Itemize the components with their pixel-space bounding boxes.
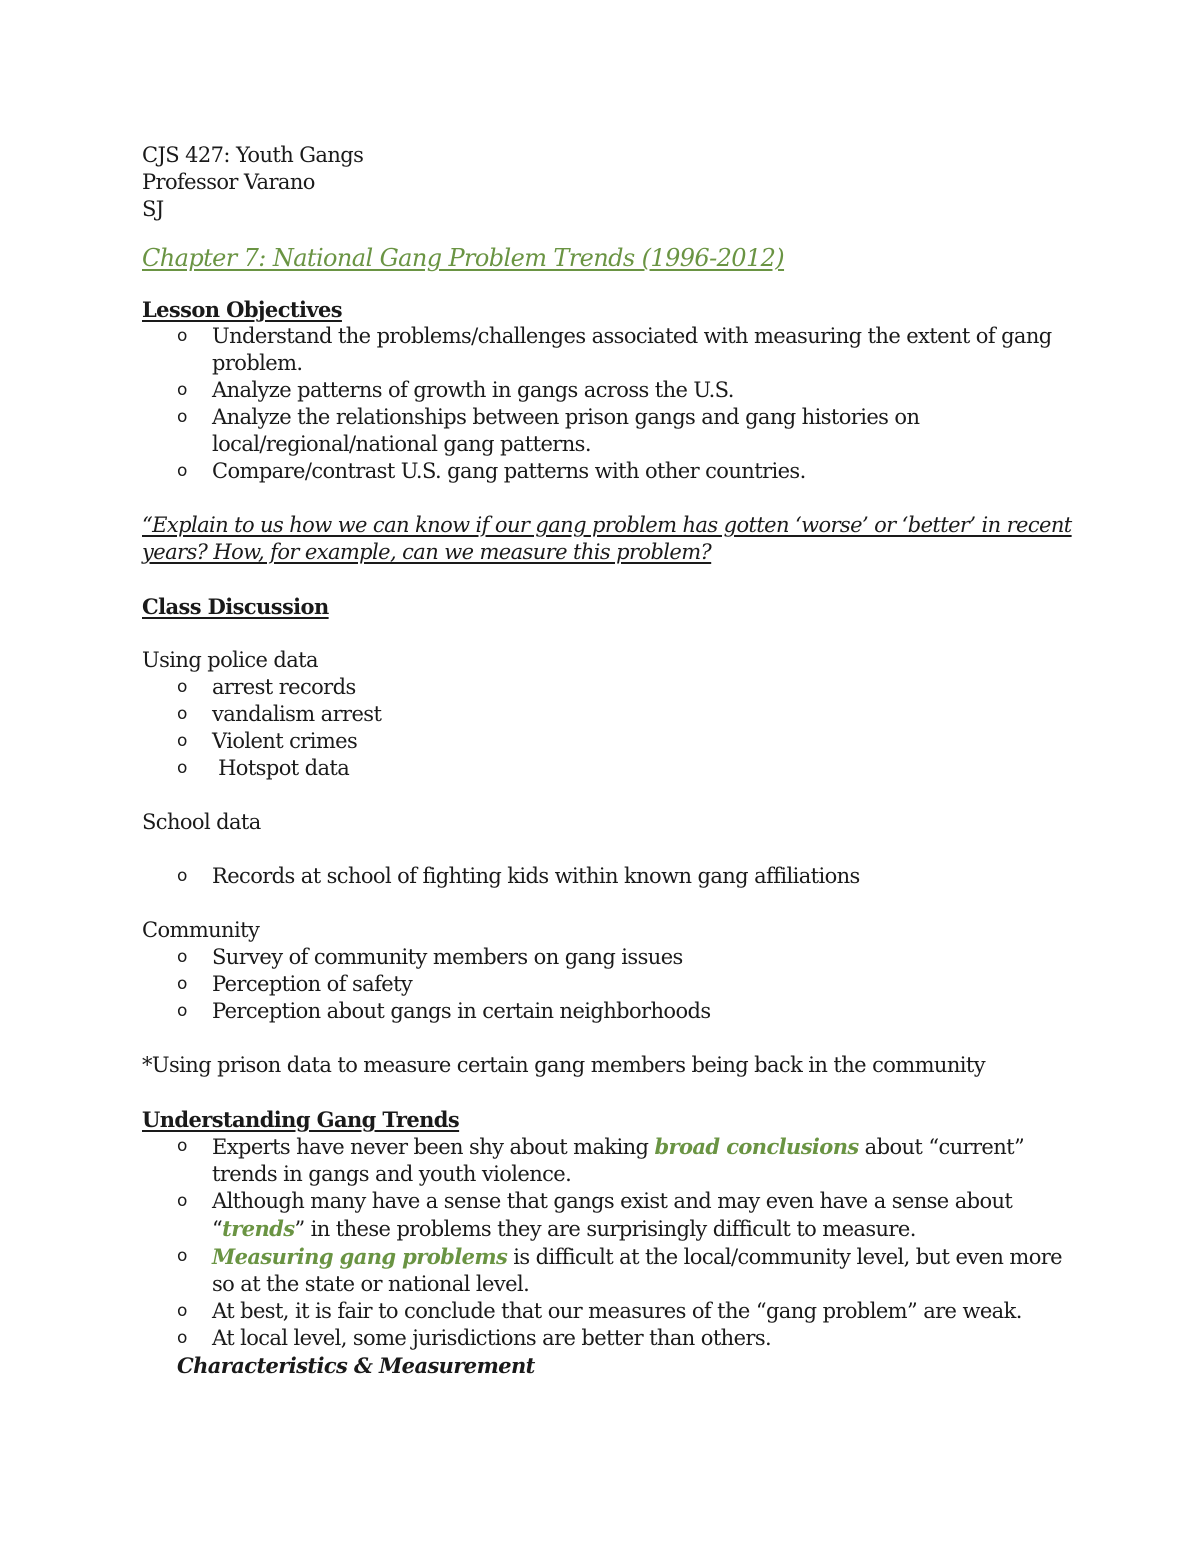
bullet-icon: o (177, 974, 187, 994)
list-item: o Survey of community members on gang issues (177, 945, 683, 969)
list-item: o Perception of safety (177, 972, 413, 996)
course-title: CJS 427: Youth Gangs (142, 143, 364, 167)
bullet-icon: o (177, 1136, 187, 1156)
list-item: o At local level, some jurisdictions are better than others. (177, 1326, 772, 1350)
list-item: o Experts have never been shy about making broad conclusions about “current” trends in gangs and youth violence. (177, 1134, 1025, 1186)
bullet-icon: o (177, 758, 187, 778)
list-item: o Records at school of fighting kids within known gang affiliations (177, 864, 860, 888)
characteristics-measurement-heading: Characteristics & Measurement (177, 1353, 535, 1378)
list-item: o Analyze the relationships between prison gangs and gang histories on local/regional/national gang patterns. (177, 405, 920, 456)
list-item: o At best, it is fair to conclude that our measures of the “gang problem” are weak. (177, 1299, 1022, 1323)
prison-data-note: *Using prison data to measure certain gang members being back in the community (142, 1053, 985, 1077)
bullet-icon: o (177, 947, 187, 967)
police-data-label: Using police data (142, 648, 318, 672)
lesson-objectives-list (142, 323, 1072, 485)
list-item: o vandalism arrest (177, 702, 382, 726)
list-item: o Violent crimes (177, 729, 358, 753)
bullet-icon: o (177, 1328, 187, 1348)
school-data-list (142, 863, 1072, 890)
lesson-objectives-heading: Lesson Objectives (142, 297, 342, 322)
bullet-icon: o (177, 1301, 187, 1321)
student-initials: SJ (142, 197, 164, 221)
list-item: o Measuring gang problems is difficult at the local/community level, but even more so at the state or national level. (177, 1244, 1063, 1296)
understanding-gang-trends-heading: Understanding Gang Trends (142, 1107, 460, 1132)
list-item: o Although many have a sense that gangs exist and may even have a sense about “trends” in these problems they are surprisingly difficult to measure. (177, 1189, 1013, 1241)
list-item: o Analyze patterns of growth in gangs across the U.S. (177, 378, 734, 402)
bullet-icon: o (177, 326, 187, 346)
bullet-icon: o (177, 866, 187, 886)
bullet-icon: o (177, 1246, 187, 1266)
school-data-label: School data (142, 810, 261, 834)
bullet-icon: o (177, 407, 187, 427)
understanding-list (142, 1133, 1072, 1352)
emphasis-text: Measuring gang problems (212, 1244, 508, 1269)
bullet-icon: o (177, 731, 187, 751)
emphasis-text: broad conclusions (654, 1134, 859, 1159)
list-item: o Perception about gangs in certain neighborhoods (177, 999, 711, 1023)
list-item: o Compare/contrast U.S. gang patterns with other countries. (177, 459, 806, 483)
community-label: Community (142, 918, 260, 942)
bullet-icon: o (177, 380, 187, 400)
list-item: o arrest records (177, 675, 356, 699)
police-data-list (142, 674, 1072, 782)
professor-name: Professor Varano (142, 170, 315, 194)
bullet-icon: o (177, 677, 187, 697)
bullet-icon: o (177, 1191, 187, 1211)
list-item: o Hotspot data (177, 756, 350, 780)
bullet-icon: o (177, 704, 187, 724)
emphasis-text: trends (222, 1216, 295, 1241)
bullet-icon: o (177, 461, 187, 481)
list-item: o Understand the problems/challenges associated with measuring the extent of gang problem. (177, 324, 1052, 375)
community-list (142, 944, 1072, 1025)
chapter-title: Chapter 7: National Gang Problem Trends (1996-2012) (142, 244, 785, 272)
document-page (142, 142, 1072, 1379)
class-discussion-heading: Class Discussion (142, 594, 329, 619)
discussion-question: “Explain to us how we can know if our gang problem has gotten ‘worse’ or ‘better’ in recent years? How, for example, can we measure this problem? (142, 513, 1072, 564)
bullet-icon: o (177, 1001, 187, 1021)
